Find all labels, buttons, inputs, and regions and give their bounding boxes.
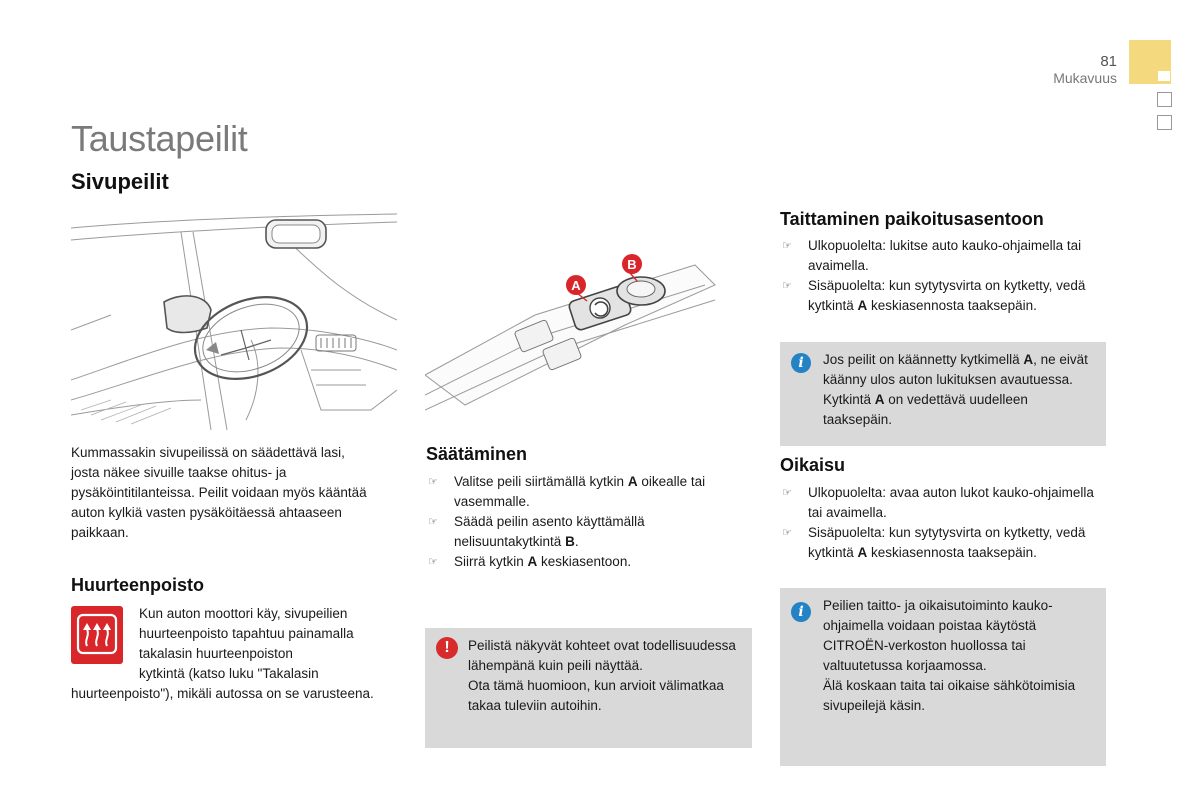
- label-b: B: [627, 257, 637, 272]
- dashboard-illustration: [71, 210, 397, 430]
- list-item: ☞ Säädä peilin asento käyttämällä nelisuuntakytkintä B.: [428, 514, 645, 549]
- chapter-tab-marker: [1158, 71, 1170, 81]
- unfold-heading: Oikaisu: [780, 455, 846, 475]
- bullet-hand-icon: ☞: [428, 516, 438, 528]
- label-a: A: [571, 278, 581, 293]
- list-item: ☞ Ulkopuolelta: lukitse auto kauko-ohjaimella tai avaimella.: [782, 238, 1082, 273]
- fold-info-note: [780, 342, 1106, 446]
- section-title: Sivupeilit: [71, 169, 169, 194]
- list-item: ☞ Valitse peili siirtämällä kytkin A oikealle tai vasemmalle.: [428, 474, 706, 509]
- bullet-hand-icon: ☞: [782, 280, 792, 292]
- chapter-name: Mukavuus: [1053, 70, 1117, 86]
- warning-icon: !: [436, 637, 458, 659]
- warning-note: [425, 628, 752, 748]
- steering-wheel: [184, 282, 319, 393]
- mirror-switch-illustration: [425, 245, 755, 430]
- unfold-info-text-2: Älä koskaan taita tai oikaise sähkötoimisia sivupeilejä käsin.: [823, 678, 1076, 713]
- unfold-info-note: [780, 588, 1106, 766]
- page-title: Taustapeilit: [71, 118, 248, 159]
- list-item: ☞ Ulkopuolelta: avaa auton lukot kauko-ohjaimella tai avaimella.: [782, 485, 1094, 520]
- warning-text-1: Peilistä näkyvät kohteet ovat todellisuudessa lähempänä kuin peili näyttää.: [468, 638, 736, 673]
- info-icon: i: [791, 602, 811, 622]
- info-icon: i: [791, 353, 811, 373]
- list-item: ☞ Siirrä kytkin A keskiasentoon.: [426, 552, 752, 572]
- chapter-tab-box: [1157, 115, 1172, 130]
- bullet-hand-icon: ☞: [782, 240, 792, 252]
- defrost-text-2: kytkintä (katso luku "Takalasin huurteenpoisto"), mikäli autossa on se varusteena.: [71, 666, 374, 701]
- defrost-heading: Huurteenpoisto: [71, 575, 204, 595]
- defrost-text-1: Kun auton moottori käy, sivupeilien huurteenpoisto tapahtuu painamalla takalasin huurteenpoiston: [139, 606, 354, 661]
- intro-paragraph: Kummassakin sivupeilissä on säädettävä lasi, josta näkee sivuille taakse ohitus- ja pysäköintitilanteissa. Peilit voidaan myös kääntää auton kylkiä vasten pysäköitäessä ahtaaseen paikkaan.: [71, 445, 367, 540]
- bullet-hand-icon: ☞: [428, 556, 438, 568]
- adjust-heading: Säätäminen: [426, 444, 528, 464]
- fold-steps: [780, 236, 1110, 316]
- bullet-hand-icon: ☞: [782, 527, 792, 539]
- fold-heading: Taittaminen paikoitusasentoon: [780, 209, 1044, 229]
- fold-info-text: Jos peilit on käännetty kytkimellä A, ne eivät käänny ulos auton lukituksen avautuessa. Kytkintä A on vedettävä uudelleen taaksepäin.: [823, 352, 1088, 427]
- list-item: ☞ Sisäpuolelta: kun sytytysvirta on kytketty, vedä kytkintä A keskiasennosta taaksepäin.: [782, 278, 1086, 313]
- rear-defrost-icon: [71, 606, 123, 664]
- bullet-hand-icon: ☞: [782, 487, 792, 499]
- list-item: ☞ Sisäpuolelta: kun sytytysvirta on kytketty, vedä kytkintä A keskiasennosta taaksepäin.: [782, 525, 1086, 560]
- bullet-hand-icon: ☞: [428, 476, 438, 488]
- warning-text-2: Ota tämä huomioon, kun arvioit välimatkaa takaa tuleviin autoihin.: [468, 678, 724, 713]
- unfold-info-text-1: Peilien taitto- ja oikaisutoiminto kauko-ohjaimella voidaan poistaa käytöstä CITROËN-verkoston huollossa tai valtuutetussa korjaamossa.: [823, 598, 1053, 673]
- unfold-steps: [780, 483, 1110, 563]
- chapter-tab-box: [1157, 92, 1172, 107]
- adjust-steps: [426, 472, 752, 572]
- page-number: 81: [1100, 53, 1117, 70]
